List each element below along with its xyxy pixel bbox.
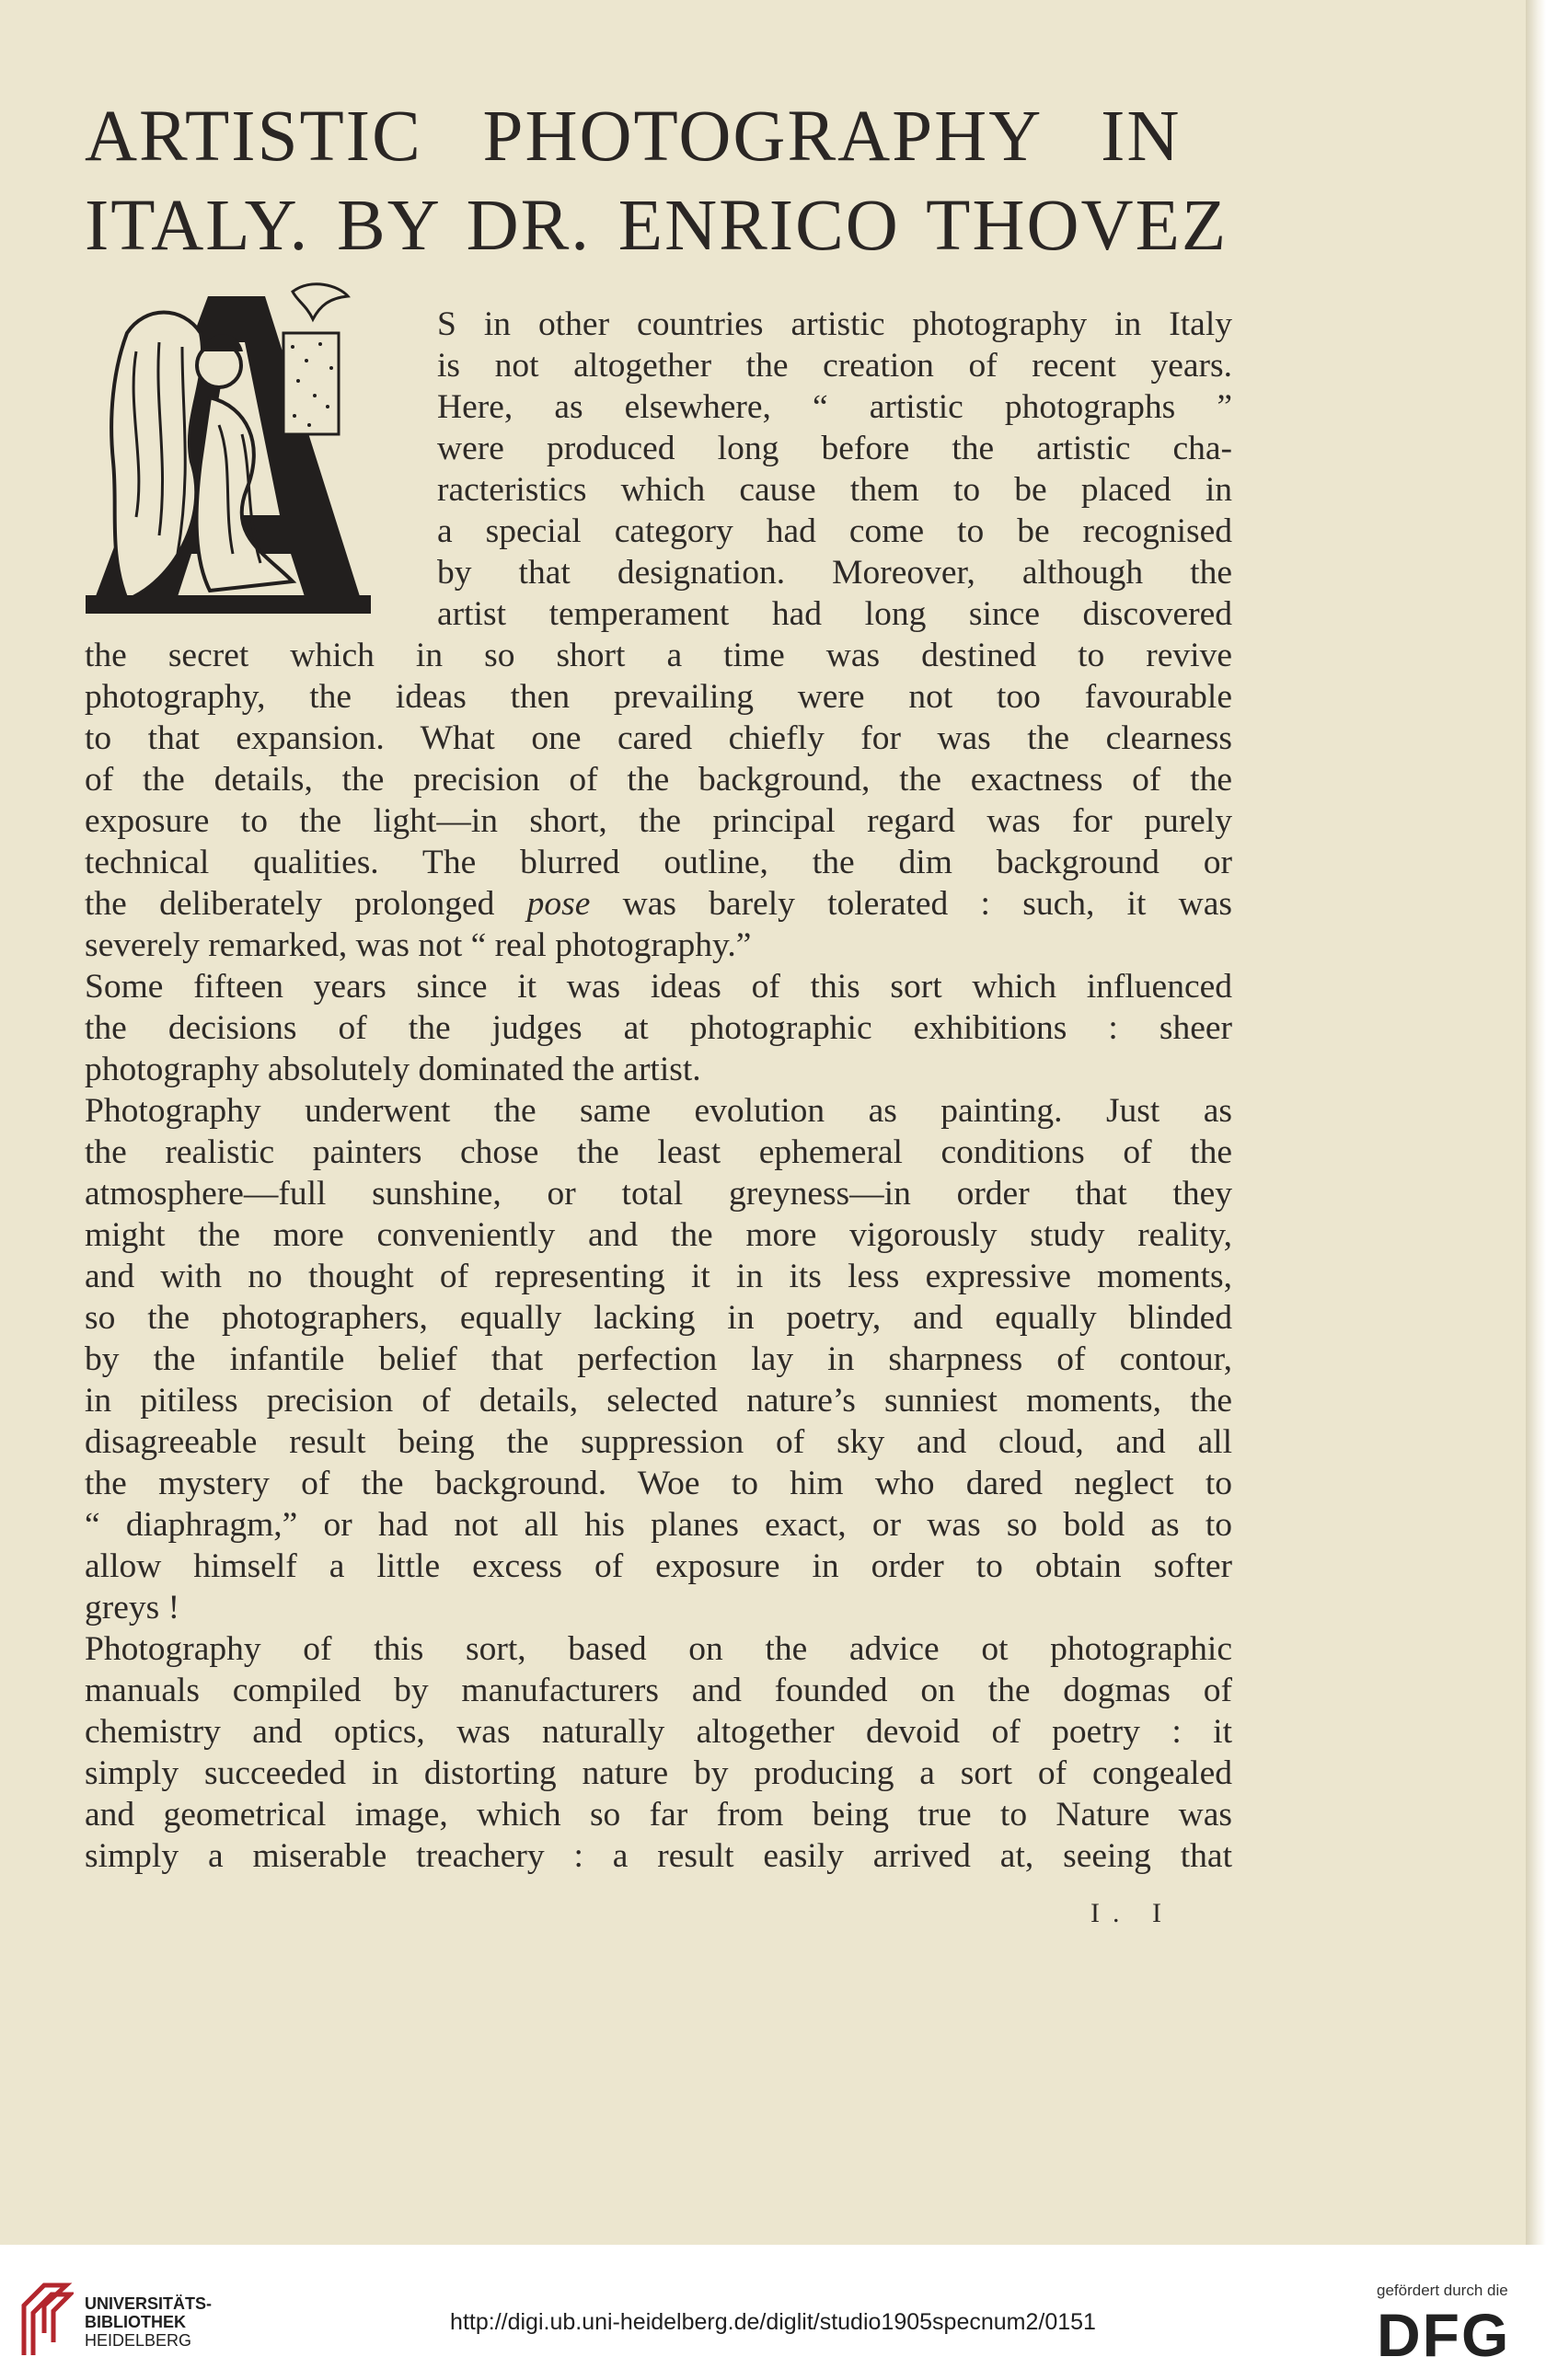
body-line: were produced long before the artistic cha- [437,430,1232,467]
body-line-with-italic [85,883,1232,925]
body-line: in pitiless precision of details, selected nature’s sunniest moments, the [85,1382,1232,1420]
dfg-logo[interactable]: DFG [1377,2301,1511,2369]
page-edge-shadow [1526,0,1546,2245]
body-line: Photography of this sort, based on the advice ot photographic [85,1630,1232,1668]
body-line: greys ! [85,1589,180,1627]
body-line: Here, as elsewhere, “ artistic photographs ” [437,388,1232,426]
body-line: a special category had come to be recognised [437,512,1232,550]
body-line: by the infantile belief that perfection lay in sharpness of contour, [85,1340,1232,1378]
body-line: chemistry and optics, was naturally altogether devoid of poetry : it [85,1713,1232,1751]
body-line: manuals compiled by manufacturers and founded on the dogmas of [85,1672,1232,1709]
body-line: severely remarked, was not “ real photography.” [85,926,752,964]
body-line: photography absolutely dominated the artist. [85,1051,701,1088]
body-line: racteristics which cause them to be placed in [437,471,1232,509]
body-line: so the photographers, equally lacking in poetry, and equally blinded [85,1299,1232,1337]
body-line: and with no thought of representing it in its less expressive moments, [85,1258,1232,1295]
body-line: the decisions of the judges at photographic exhibitions : sheer [85,1009,1232,1047]
article-title [85,92,1235,270]
body-line: of the details, the precision of the background, the exactness of the [85,761,1232,799]
body-line: photography, the ideas then prevailing were not too favourable [85,678,1232,716]
library-name-line: BIBLIOTHEK [85,2313,186,2331]
italic-word: pose [526,885,591,923]
body-line: Photography underwent the same evolution as painting. Just as [85,1092,1232,1130]
decorative-drop-cap-a-illustration [72,278,394,627]
body-line: to that expansion. What one cared chiefly for was the clearness [85,719,1232,757]
body-line: the realistic painters chose the least ephemeral conditions of the [85,1133,1232,1171]
body-line: is not altogether the creation of recent years. [437,347,1232,385]
body-line: the secret which in so short a time was destined to revive [85,637,1232,674]
body-text: was barely tolerated : such, it was [590,885,1232,923]
body-line: S in other countries artistic photography in Italy [437,305,1232,343]
body-line: by that designation. Moreover, although the [437,554,1232,592]
body-line: simply succeeded in distorting nature by producing a sort of congealed [85,1754,1232,1792]
page-signature-number: I. I [1090,1898,1174,1928]
title-line-2: ITALY. BY DR. ENRICO THOVEZ [85,186,1229,266]
title-line-1: ARTISTIC PHOTOGRAPHY IN [85,97,1182,177]
body-line: Some fifteen years since it was ideas of this sort which influenced [85,968,1232,1006]
library-name-line: HEIDELBERG [85,2331,192,2350]
body-line: atmosphere—full sunshine, or total greyness—in order that they [85,1175,1232,1213]
body-line: disagreeable result being the suppression of sky and cloud, and all [85,1423,1232,1461]
body-line: and geometrical image, which so far from being true to Nature was [85,1796,1232,1834]
body-line: “ diaphragm,” or had not all his planes exact, or was so bold as to [85,1506,1232,1544]
library-name-line: UNIVERSITÄTS- [85,2294,213,2313]
body-text: the deliberately prolonged [85,885,527,923]
body-line: the mystery of the background. Woe to him who dared neglect to [85,1465,1232,1502]
body-line: might the more conveniently and the more vigorously study reality, [85,1216,1232,1254]
permalink-url[interactable]: http://digi.ub.uni-heidelberg.de/diglit/studio1905specnum2/0151 [450,2309,1096,2335]
body-line: simply a miserable treachery : a result easily arrived at, seeing that [85,1837,1232,1875]
body-line: artist temperament had long since discovered [437,595,1232,633]
body-line: allow himself a little excess of exposure in order to obtain softer [85,1547,1232,1585]
funder-label: gefördert durch die [1377,2282,1508,2299]
body-line: technical qualities. The blurred outline, the dim background or [85,844,1232,881]
body-line: exposure to the light—in short, the principal regard was for purely [85,802,1232,840]
